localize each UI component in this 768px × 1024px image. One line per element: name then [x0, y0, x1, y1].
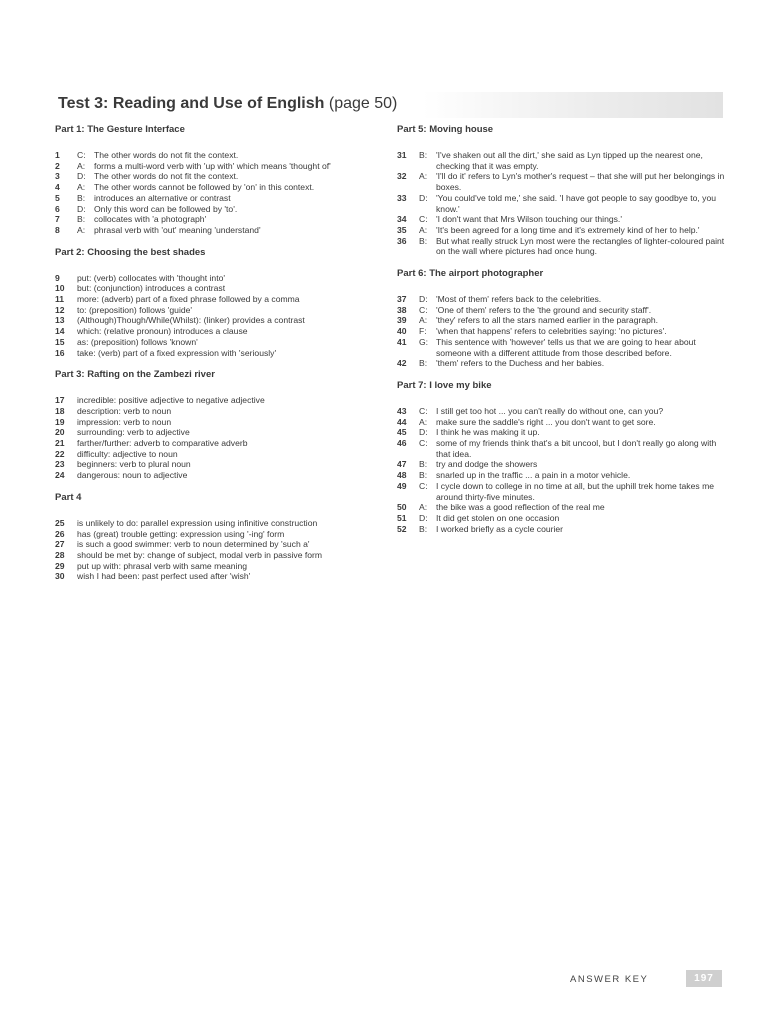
answer-explanation: 'when that happens' refers to celebrities saying: 'no pictures'. — [436, 326, 667, 337]
answer-item — [397, 502, 727, 513]
answer-letter: B: — [419, 358, 428, 369]
answer-item — [55, 214, 375, 225]
answer-item — [397, 417, 727, 428]
answer-item — [397, 193, 727, 214]
answer-section — [55, 247, 375, 359]
question-number: 46 — [397, 438, 407, 449]
answer-item — [55, 417, 375, 428]
answer-list — [55, 518, 375, 582]
answer-explanation: description: verb to noun — [77, 405, 172, 416]
question-number: 30 — [55, 571, 65, 582]
question-number: 5 — [55, 192, 60, 203]
question-number: 44 — [397, 416, 407, 427]
answer-explanation: The other words cannot be followed by 'on' in this context. — [94, 182, 315, 193]
question-number: 3 — [55, 171, 60, 182]
page-title-main: Test 3: Reading and Use of English — [58, 95, 325, 112]
answer-list — [55, 150, 375, 236]
answer-letter: D: — [419, 512, 428, 523]
question-number: 18 — [55, 405, 65, 416]
question-number: 52 — [397, 523, 407, 534]
answer-explanation: Only this word can be followed by 'to'. — [94, 203, 238, 214]
section-heading: Part 7: I love my bike — [397, 379, 492, 391]
answer-explanation: collocates with 'a photograph' — [94, 214, 207, 225]
answer-explanation: make sure the saddle's right ... you don't want to get sore. — [436, 416, 656, 427]
answer-explanation: to: (preposition) follows 'guide' — [77, 304, 193, 315]
question-number: 9 — [55, 272, 60, 283]
answer-explanation: introduces an alternative or contrast — [94, 192, 231, 203]
answer-list — [397, 150, 727, 257]
question-number: 7 — [55, 214, 60, 225]
question-number: 36 — [397, 235, 407, 246]
answer-explanation: has (great) trouble getting: expression using '-ing' form — [77, 528, 285, 539]
answer-explanation: 'I'll do it' refers to Lyn's mother's request – that she will put her belongings in boxes. — [436, 171, 725, 193]
answer-explanation: should be met by: change of subject, modal verb in passive form — [77, 549, 323, 560]
answer-item — [55, 427, 375, 438]
answer-explanation: farther/further: adverb to comparative adverb — [77, 438, 248, 449]
answer-list — [397, 294, 727, 369]
answer-item — [397, 438, 727, 459]
answer-letter: C: — [419, 214, 428, 225]
question-number: 13 — [55, 315, 65, 326]
answer-letter: C: — [419, 304, 428, 315]
answer-letter: D: — [419, 192, 428, 203]
question-number: 39 — [397, 315, 407, 326]
answer-section — [397, 268, 727, 369]
question-number: 27 — [55, 539, 65, 550]
answer-explanation: I still get too hot ... you can't really do without one, can you? — [436, 405, 664, 416]
answer-explanation: 'Most of them' refers back to the celebrities. — [436, 294, 602, 305]
answer-explanation: put: (verb) collocates with 'thought into' — [77, 272, 226, 283]
question-number: 38 — [397, 304, 407, 315]
answer-explanation: forms a multi-word verb with 'up with' which means 'thought of' — [94, 160, 331, 171]
answer-item — [397, 326, 727, 337]
answer-explanation: 'You could've told me,' she said. 'I have got people to say goodbye to, you know.' — [436, 192, 717, 214]
answer-letter: B: — [77, 214, 86, 225]
question-number: 41 — [397, 336, 407, 347]
answer-explanation: 'It's been agreed for a long time and it's extremely kind of her to help.' — [436, 224, 700, 235]
answer-letter: A: — [419, 224, 428, 235]
answer-letter: C: — [77, 150, 86, 160]
answer-item — [55, 529, 375, 540]
answer-item — [397, 305, 727, 316]
answer-letter: G: — [419, 336, 429, 347]
answer-letter: A: — [77, 224, 86, 235]
section-heading: Part 3: Rafting on the Zambezi river — [55, 369, 215, 381]
question-number: 6 — [55, 203, 60, 214]
answer-explanation: 'I don't want that Mrs Wilson touching our things.' — [436, 214, 622, 225]
answer-item — [397, 427, 727, 438]
question-number: 11 — [55, 294, 65, 305]
answer-letter: A: — [77, 182, 86, 193]
answer-explanation: try and dodge the showers — [436, 459, 538, 470]
question-number: 50 — [397, 502, 407, 513]
answer-list — [397, 406, 727, 534]
answer-item — [55, 204, 375, 215]
answer-explanation: is unlikely to do: parallel expression using infinitive construction — [77, 517, 318, 528]
question-number: 10 — [55, 283, 65, 294]
answer-item — [397, 214, 727, 225]
answer-letter: A: — [419, 502, 428, 513]
question-number: 45 — [397, 427, 407, 438]
answer-item — [397, 236, 727, 257]
question-number: 19 — [55, 416, 65, 427]
answer-explanation: wish I had been: past perfect used after 'wish' — [77, 571, 251, 582]
question-number: 26 — [55, 528, 65, 539]
answer-letter: B: — [419, 459, 428, 470]
answer-explanation: more: (adverb) part of a fixed phrase followed by a comma — [77, 294, 300, 305]
question-number: 34 — [397, 214, 407, 225]
answer-item — [397, 315, 727, 326]
answer-letter: C: — [419, 438, 428, 449]
answer-list — [55, 273, 375, 359]
answer-item — [55, 193, 375, 204]
question-number: 2 — [55, 160, 60, 171]
answer-explanation: 'One of them' refers to the 'the ground and security staff'. — [436, 304, 652, 315]
left-column — [55, 124, 375, 593]
answer-item — [397, 459, 727, 470]
answer-item — [55, 225, 375, 236]
answer-item — [55, 395, 375, 406]
answer-item — [55, 406, 375, 417]
answer-item — [397, 225, 727, 236]
question-number: 20 — [55, 427, 65, 438]
question-number: 23 — [55, 459, 65, 470]
answer-explanation: the bike was a good reflection of the real me — [436, 502, 605, 513]
answer-item — [55, 561, 375, 572]
answer-item — [55, 283, 375, 294]
answer-explanation: I think he was making it up. — [436, 427, 540, 438]
question-number: 43 — [397, 405, 407, 416]
answer-item — [55, 315, 375, 326]
question-number: 25 — [55, 517, 65, 528]
answer-explanation: but: (conjunction) introduces a contrast — [77, 283, 226, 294]
answer-letter: A: — [77, 160, 86, 171]
answer-item — [55, 150, 375, 161]
answer-item — [55, 438, 375, 449]
answer-item — [55, 459, 375, 470]
question-number: 28 — [55, 549, 65, 560]
page-title-page-ref: (page 50) — [328, 95, 398, 112]
question-number: 4 — [55, 182, 60, 193]
question-number: 51 — [397, 512, 407, 523]
answer-item — [397, 406, 727, 417]
answer-explanation: phrasal verb with 'out' meaning 'understand' — [94, 224, 261, 235]
answer-item — [55, 539, 375, 550]
question-number: 15 — [55, 336, 65, 347]
answer-item — [55, 518, 375, 529]
question-number: 17 — [55, 395, 65, 406]
question-number: 1 — [55, 150, 60, 160]
answer-item — [55, 305, 375, 316]
answer-explanation: snarled up in the traffic ... a pain in a motor vehicle. — [436, 470, 631, 481]
answer-letter: D: — [77, 171, 86, 182]
question-number: 42 — [397, 358, 407, 369]
section-heading: Part 5: Moving house — [397, 124, 494, 135]
answer-item — [55, 182, 375, 193]
answer-explanation: impression: verb to noun — [77, 416, 172, 427]
answer-list — [55, 395, 375, 481]
answer-item — [397, 524, 727, 535]
answer-item — [55, 326, 375, 337]
question-number: 37 — [397, 294, 407, 305]
answer-item — [397, 470, 727, 481]
answer-letter: B: — [419, 235, 428, 246]
answer-explanation: some of my friends think that's a bit uncool, but I don't really go along with that idea. — [436, 438, 717, 459]
answer-explanation: beginners: verb to plural noun — [77, 459, 191, 470]
answer-item — [55, 550, 375, 561]
answer-explanation: surrounding: verb to adjective — [77, 427, 190, 438]
answer-item — [397, 358, 727, 369]
answer-explanation: The other words do not fit the context. — [94, 150, 239, 160]
answer-explanation: 'they' refers to all the stars named earlier in the paragraph. — [436, 315, 659, 326]
answer-explanation: 'I've shaken out all the dirt,' she said as Lyn tipped up the nearest one, checking that it was empty. — [436, 150, 703, 171]
answer-explanation: I cycle down to college in no time at all, but the uphill trek home takes me around thirty-five minutes. — [436, 480, 715, 502]
answer-explanation: (Although)Though/While(Whilst): (linker) provides a contrast — [77, 315, 305, 326]
answer-explanation: This sentence with 'however' tells us that we are going to hear about someone with a different attitude from those described before. — [436, 336, 696, 358]
answer-section — [55, 369, 375, 481]
answer-explanation: as: (preposition) follows 'known' — [77, 336, 198, 347]
answer-item — [55, 449, 375, 460]
question-number: 33 — [397, 192, 407, 203]
answer-item — [55, 348, 375, 359]
answer-item — [397, 150, 727, 171]
answer-letter: B: — [419, 150, 428, 160]
answer-explanation: dangerous: noun to adjective — [77, 470, 188, 481]
question-number: 14 — [55, 326, 65, 337]
answer-letter: B: — [77, 192, 86, 203]
answer-item — [397, 171, 727, 192]
answer-item — [397, 481, 727, 502]
answer-item — [397, 513, 727, 524]
answer-item — [55, 273, 375, 284]
footer-answer-key: ANSWER KEY — [570, 974, 649, 985]
section-heading: Part 6: The airport photographer — [397, 268, 544, 280]
answer-explanation: which: (relative pronoun) introduces a clause — [77, 326, 248, 337]
answer-section — [55, 492, 375, 582]
answer-item — [397, 337, 727, 358]
answer-letter: C: — [419, 480, 428, 491]
question-number: 29 — [55, 560, 65, 571]
question-number: 12 — [55, 304, 65, 315]
question-number: 21 — [55, 438, 65, 449]
answer-item — [55, 337, 375, 348]
section-heading: Part 1: The Gesture Interface — [55, 124, 185, 135]
answer-item — [55, 171, 375, 182]
answer-section — [397, 380, 727, 534]
answer-explanation: It did get stolen on one occasion — [436, 512, 560, 523]
answer-letter: D: — [419, 427, 428, 438]
question-number: 32 — [397, 171, 407, 182]
answer-item — [55, 161, 375, 172]
answer-explanation: difficulty: adjective to noun — [77, 448, 178, 459]
question-number: 31 — [397, 150, 407, 160]
page-number: 197 — [686, 970, 722, 987]
question-number: 35 — [397, 224, 407, 235]
question-number: 40 — [397, 326, 407, 337]
question-number: 24 — [55, 470, 65, 481]
answer-letter: C: — [419, 405, 428, 416]
section-heading: Part 4 — [55, 491, 82, 503]
question-number: 49 — [397, 480, 407, 491]
answer-item — [55, 470, 375, 481]
answer-explanation: take: (verb) part of a fixed expression with 'seriously' — [77, 347, 277, 358]
answer-item — [397, 294, 727, 305]
answer-section — [397, 124, 727, 257]
answer-explanation: The other words do not fit the context. — [94, 171, 239, 182]
answer-letter: B: — [419, 470, 428, 481]
answer-letter: A: — [419, 416, 428, 427]
answer-letter: D: — [77, 203, 86, 214]
question-number: 8 — [55, 224, 60, 235]
answer-explanation: incredible: positive adjective to negative adjective — [77, 395, 265, 406]
answer-explanation: 'them' refers to the Duchess and her babies. — [436, 358, 605, 369]
answer-letter: B: — [419, 523, 428, 534]
section-heading: Part 2: Choosing the best shades — [55, 246, 206, 258]
answer-letter: D: — [419, 294, 428, 305]
question-number: 16 — [55, 347, 65, 358]
answer-explanation: I worked briefly as a cycle courier — [436, 523, 564, 534]
answer-explanation: is such a good swimmer: verb to noun determined by 'such a' — [77, 539, 310, 550]
answer-section — [55, 124, 375, 236]
answer-letter: A: — [419, 315, 428, 326]
answer-item — [55, 571, 375, 582]
question-number: 47 — [397, 459, 407, 470]
page-title — [58, 95, 397, 113]
answer-letter: F: — [419, 326, 427, 337]
question-number: 22 — [55, 448, 65, 459]
answer-explanation: put up with: phrasal verb with same meaning — [77, 560, 248, 571]
answer-letter: A: — [419, 171, 428, 182]
answer-explanation: But what really struck Lyn most were the rectangles of lighter-coloured paint on the wall where pictures had once hung. — [436, 235, 725, 257]
question-number: 48 — [397, 470, 407, 481]
answer-item — [55, 294, 375, 305]
right-column — [397, 124, 727, 545]
